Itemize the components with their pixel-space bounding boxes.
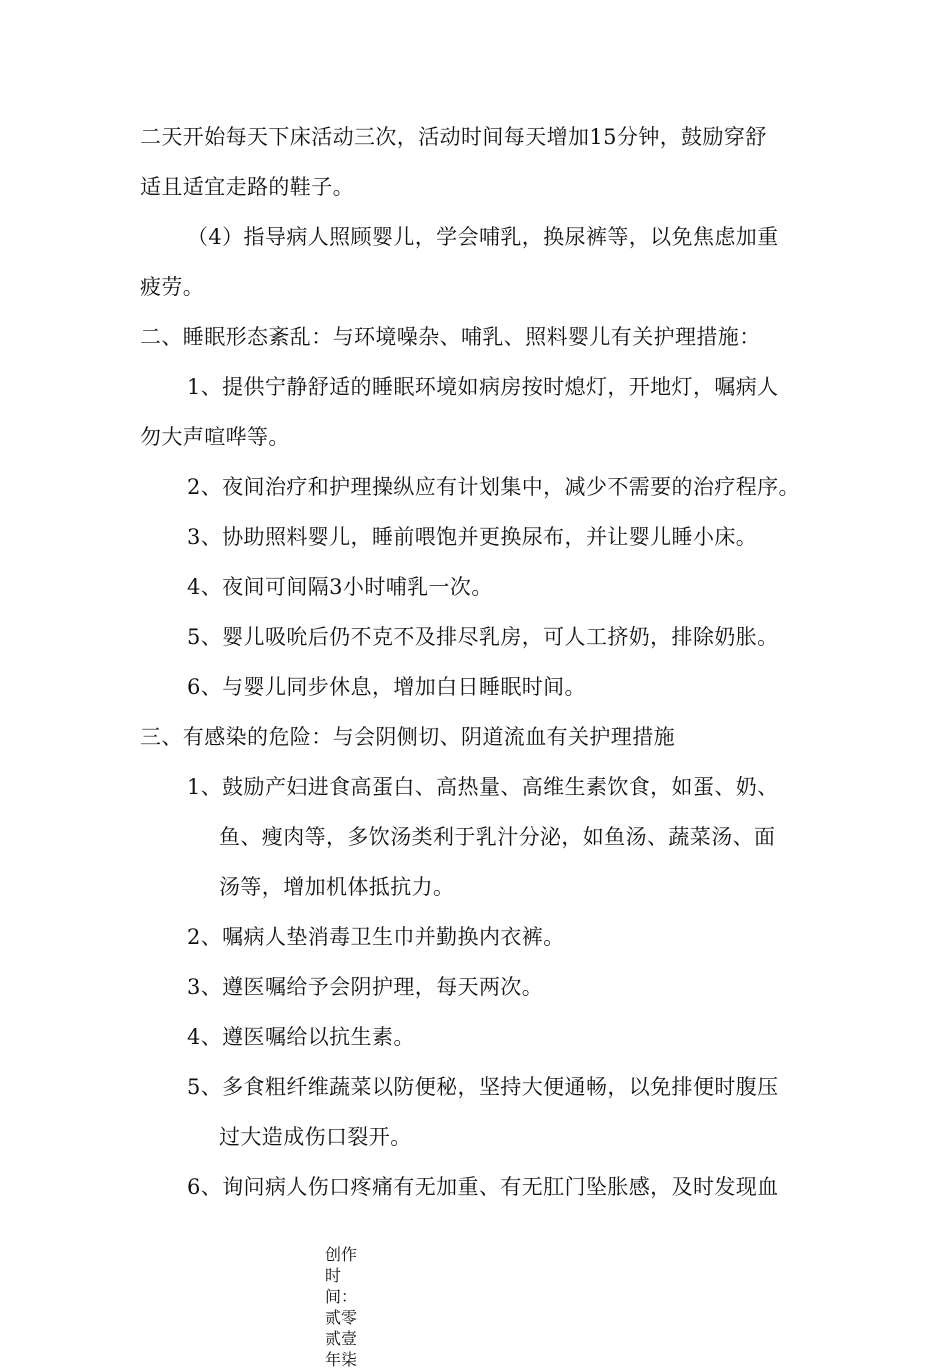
list-item: 3、遵医嘱给予会阴护理，每天两次。 [187, 975, 544, 999]
list-item: 4、夜间可间隔3小时哺乳一次。 [187, 575, 493, 599]
section-heading: 二、睡眠形态紊乱：与环境噪杂、哺乳、照料婴儿有关护理措施： [140, 325, 761, 349]
body-text-line: 勿大声喧哗等。 [140, 425, 290, 449]
list-item: 5、婴儿吸吮后仍不克不及排尽乳房，可人工挤奶，排除奶胀。 [187, 625, 779, 649]
creation-time-note: 创作时间：贰零贰壹年柒 [325, 1245, 358, 1369]
list-item: 1、鼓励产妇进食高蛋白、高热量、高维生素饮食，如蛋、奶、 [187, 775, 779, 799]
list-item: 2、嘱病人垫消毒卫生巾并勤换内衣裤。 [187, 925, 565, 949]
body-text-line: 疲劳。 [140, 275, 205, 299]
list-item-continuation: 汤等，增加机体抵抗力。 [219, 875, 455, 899]
list-item: 2、夜间治疗和护理操纵应有计划集中，减少不需要的治疗程序。 [187, 475, 800, 499]
list-item: 6、询问病人伤口疼痛有无加重、有无肛门坠胀感，及时发现血 [187, 1175, 779, 1199]
body-text-line: 二天开始每天下床活动三次，活动时间每天增加15分钟，鼓励穿舒 [140, 125, 767, 149]
body-text-line: （4）指导病人照顾婴儿，学会哺乳，换尿裤等，以免焦虑加重 [187, 225, 779, 249]
list-item: 1、提供宁静舒适的睡眠环境如病房按时熄灯，开地灯，嘱病人 [187, 375, 779, 399]
list-item: 3、协助照料婴儿，睡前喂饱并更换尿布，并让婴儿睡小床。 [187, 525, 758, 549]
body-text-line: 适且适宜走路的鞋子。 [140, 175, 354, 199]
section-heading: 三、有感染的危险：与会阴侧切、阴道流血有关护理措施 [140, 725, 675, 749]
list-item: 6、与婴儿同步休息，增加白日睡眠时间。 [187, 675, 586, 699]
list-item-continuation: 过大造成伤口裂开。 [219, 1125, 412, 1149]
list-item-continuation: 鱼、瘦肉等，多饮汤类利于乳汁分泌，如鱼汤、蔬菜汤、面 [219, 825, 776, 849]
list-item: 4、遵医嘱给以抗生素。 [187, 1025, 415, 1049]
list-item: 5、多食粗纤维蔬菜以防便秘，坚持大便通畅，以免排便时腹压 [187, 1075, 779, 1099]
